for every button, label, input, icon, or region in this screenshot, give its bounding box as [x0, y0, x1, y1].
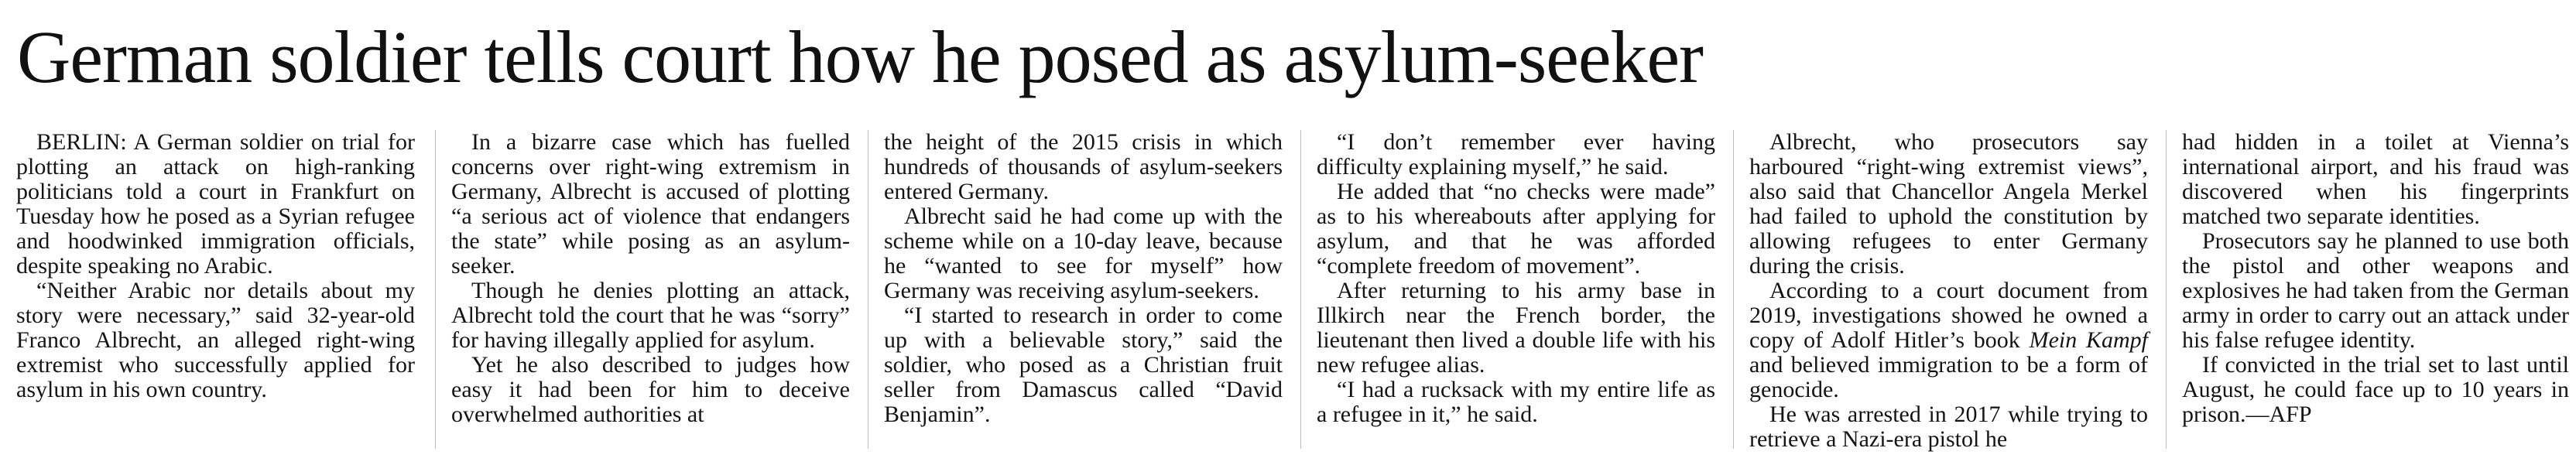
column-divider — [435, 130, 436, 449]
paragraph: In a bizarre case which has fuelled concerns over right-wing extremism in Germany, Albrecht is accused of plotting “a serious act of violence that endangers the state” while posing as an asylum-seeker. — [451, 129, 850, 279]
paragraph: “I started to research in order to come up with a believable story,” said the soldier, who posed as a Christian fruit seller from Damascus called “David Benjamin”. — [884, 303, 1283, 427]
paragraph: Yet he also described to judges how easy it had been for him to deceive overwhelmed authorities at — [451, 352, 850, 427]
paragraph-continued: the height of the 2015 crisis in which hundreds of thousands of asylum-seekers entered Germany. — [884, 129, 1283, 204]
paragraph: “Neither Arabic nor details about my story were necessary,” said 32-year-old Franco Albrecht, an alleged right-wing extremist who successfully applied for asylum in his own country. — [16, 278, 415, 402]
paragraph: Albrecht said he had come up with the scheme while on a 10-day leave, because he “wanted to see for myself” how Germany was receiving asylum-seekers. — [884, 203, 1283, 303]
paragraph: After returning to his army base in Illkirch near the French border, the lieutenant then lived a double life with his new refugee alias. — [1317, 278, 1715, 378]
headline: German soldier tells court how he posed as asylum-seeker — [17, 15, 1704, 98]
paragraph: BERLIN: A German soldier on trial for plotting an attack on high-ranking politicians told a court in Frankfurt on Tuesday how he posed as a Syrian refugee and hoodwinked immigration officials, despite speaking no Arabic. — [16, 129, 415, 279]
column-5 — [1749, 130, 2148, 452]
paragraph: “I had a rucksack with my entire life as a refugee in it,” he said. — [1317, 377, 1715, 427]
book-title: Mein Kampf — [2029, 327, 2148, 353]
column-4 — [1317, 130, 1715, 427]
column-1 — [16, 130, 415, 402]
paragraph: If convicted in the trial set to last until August, he could face up to 10 years in prison.—AFP — [2182, 352, 2569, 427]
paragraph: Prosecutors say he planned to use both the pistol and other weapons and explosives he had taken from the German army in order to carry out an attack under his false refugee identity. — [2182, 228, 2569, 353]
column-6 — [2182, 130, 2569, 427]
text-run: According to a court document from 2019, investigations showed he owned a copy of Adolf Hitler’s book — [1749, 278, 2148, 353]
paragraph-continued: had hidden in a toilet at Vienna’s international airport, and his fraud was discovered when his fingerprints matched two separate identities. — [2182, 129, 2569, 229]
paragraph: He was arrested in 2017 while trying to retrieve a Nazi-era pistol he — [1749, 402, 2148, 452]
paragraph: Albrecht, who prosecutors say harboured “right-wing extremist views”, also said that Chancellor Angela Merkel had failed to uphold the constitution by allowing refugees to enter Germany during the crisis. — [1749, 129, 2148, 279]
column-3 — [884, 130, 1283, 427]
text-run: and believed immigration to be a form of genocide. — [1749, 352, 2148, 402]
paragraph — [1749, 279, 2148, 402]
column-2 — [451, 130, 850, 427]
paragraph: Though he denies plotting an attack, Albrecht told the court that he was “sorry” for having illegally applied for asylum. — [451, 278, 850, 353]
column-divider — [1300, 130, 1301, 449]
paragraph: He added that “no checks were made” as to his whereabouts after applying for asylum, and that he was afforded “complete freedom of movement”. — [1317, 179, 1715, 279]
column-divider — [1733, 130, 1734, 449]
paragraph: “I don’t remember ever having difficulty explaining myself,” he said. — [1317, 129, 1715, 180]
column-divider — [2166, 130, 2167, 449]
